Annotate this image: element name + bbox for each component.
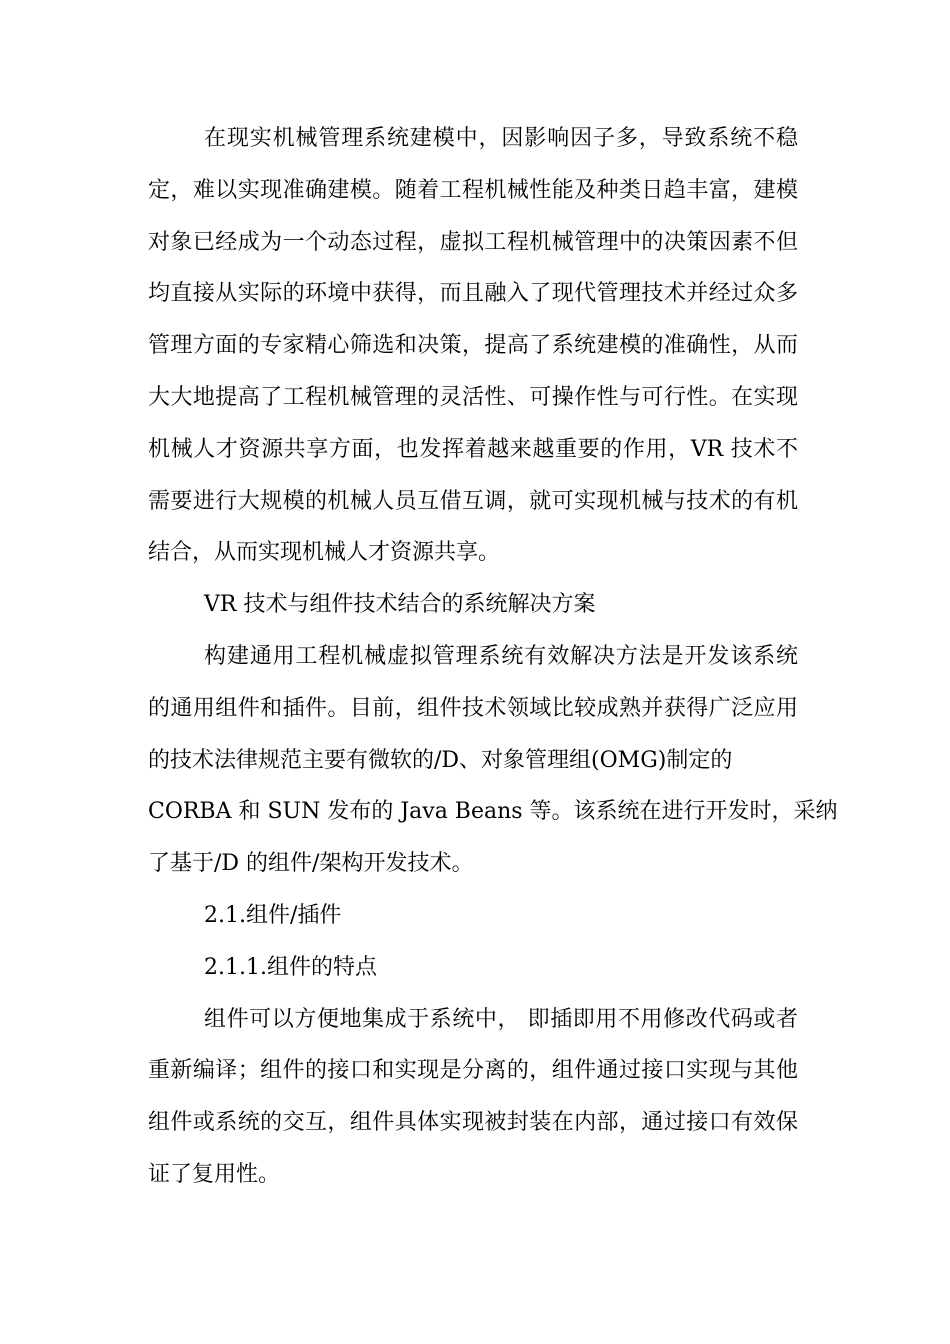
text-line: 结合，从而实现机械人才资源共享。 (148, 540, 501, 566)
text-line: 管理方面的专家精心筛选和决策，提高了系统建模的准确性，从而 (148, 333, 798, 359)
text-line: 的通用组件和插件。目前，组件技术领域比较成熟并获得广泛应用 (148, 695, 798, 721)
subsection-heading: 2.1.1.组件的特点 (204, 954, 377, 980)
section-heading: 2.1.组件/插件 (204, 902, 342, 928)
text-line: 构建通用工程机械虚拟管理系统有效解决方法是开发该系统 (204, 643, 798, 669)
section-heading: VR 技术与组件技术结合的系统解决方案 (204, 592, 596, 618)
text-line: 了基于/D 的组件/架构开发技术。 (148, 851, 474, 877)
text-line: CORBA 和 SUN 发布的 Java Beans 等。该系统在进行开发时，采纳 (148, 799, 838, 825)
text-line: 机械人才资源共享方面，也发挥着越来越重要的作用，VR 技术不 (148, 436, 798, 462)
text-line: 重新编译；组件的接口和实现是分离的，组件通过接口实现与其他 (148, 1058, 798, 1084)
text-line: 需要进行大规模的机械人员互借互调，就可实现机械与技术的有机 (148, 488, 798, 514)
text-line: 组件或系统的交互，组件具体实现被封装在内部，通过接口有效保 (148, 1110, 798, 1136)
text-line: 均直接从实际的环境中获得，而且融入了现代管理技术并经过众多 (148, 281, 798, 307)
text-line: 定，难以实现准确建模。随着工程机械性能及种类日趋丰富，建模 (148, 177, 798, 203)
text-line: 的技术法律规范主要有微软的/D、对象管理组(OMG)制定的 (148, 747, 733, 773)
text-line: 在现实机械管理系统建模中，因影响因子多，导致系统不稳 (204, 126, 798, 151)
text-line: 组件可以方便地集成于系统中， 即插即用不用修改代码或者 (204, 1006, 798, 1032)
text-line: 证了复用性。 (148, 1161, 281, 1187)
text-line: 对象已经成为一个动态过程，虚拟工程机械管理中的决策因素不但 (148, 229, 798, 255)
text-line: 大大地提高了工程机械管理的灵活性、可操作性与可行性。在实现 (148, 384, 798, 410)
document-body (148, 113, 838, 1201)
